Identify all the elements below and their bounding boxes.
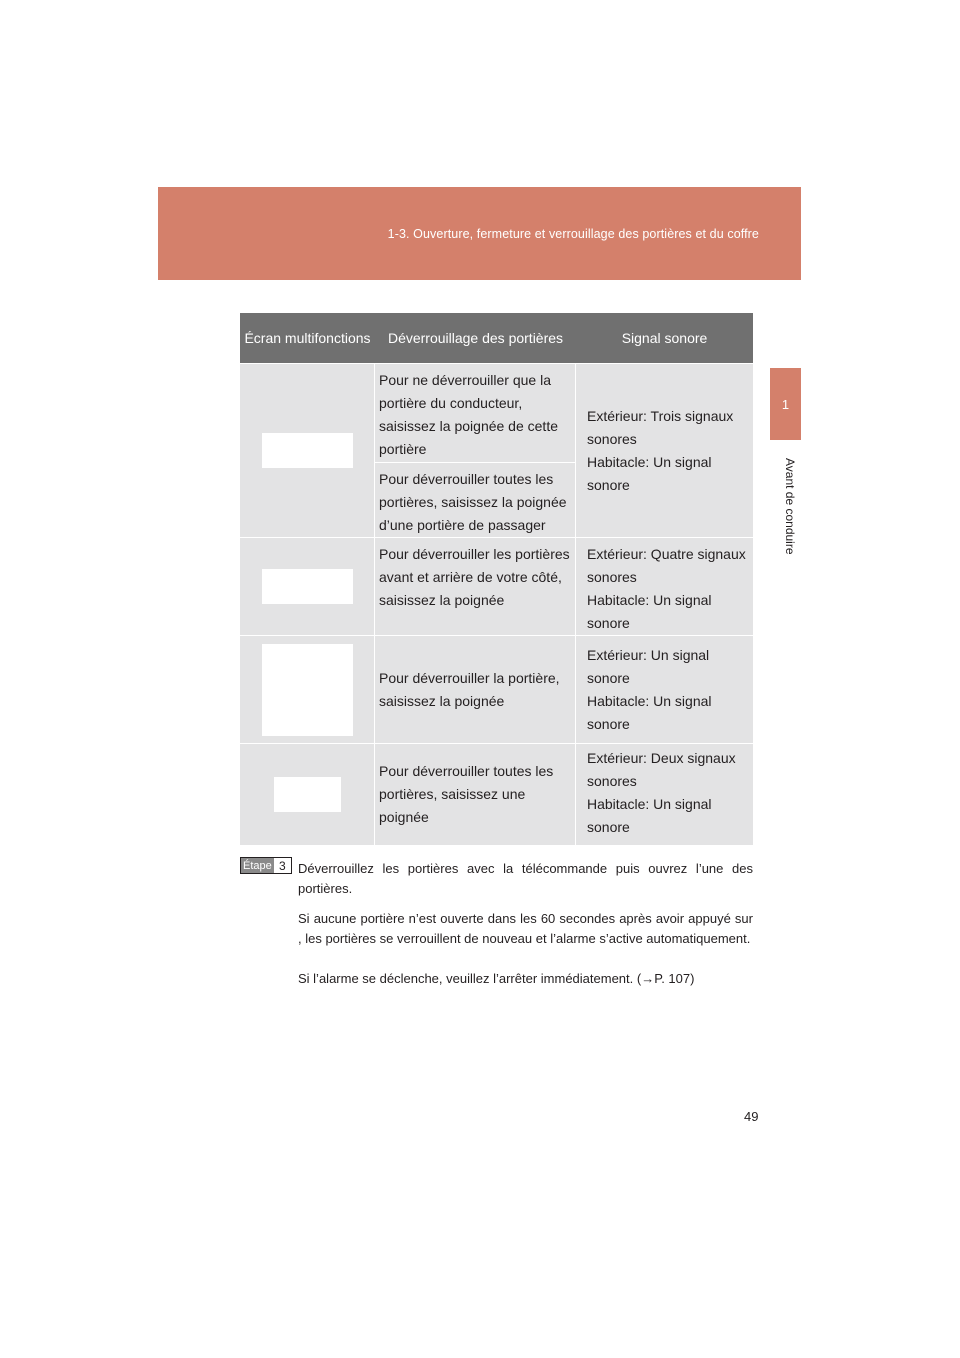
auto-lock-paragraph: Si aucune portière n’est ouverte dans les 60 secondes après avoir appuyé sur , les portières se verrouillent de nouveau et l’alarme s’active automatiquement. bbox=[298, 911, 753, 946]
page-number: 49 bbox=[744, 1109, 759, 1124]
table-row bbox=[240, 743, 753, 845]
display-illustration bbox=[274, 777, 341, 812]
table-row bbox=[240, 363, 753, 537]
table-header bbox=[240, 313, 753, 363]
table-row bbox=[240, 635, 753, 743]
unlock-text: Pour déverrouiller toutes les portières, saisissez la poignée d’une portière de passager bbox=[375, 462, 575, 538]
unlock-text: Pour déverrouiller les portières avant et arrière de votre côté, saisissez la poignée bbox=[375, 538, 576, 635]
display-image-cell bbox=[240, 636, 375, 743]
unlock-text: Pour déverrouiller la portière, saisissez la poignée bbox=[375, 636, 576, 743]
step-number: 3 bbox=[279, 858, 286, 873]
header-screen: Écran multifonctions bbox=[244, 330, 371, 346]
unlock-cell bbox=[375, 364, 576, 537]
unlock-text: Pour déverrouiller toutes les portières, saisissez une poignée bbox=[375, 744, 576, 845]
signal-text: Extérieur: Un signal sonore Habitacle: Un signal sonore bbox=[587, 646, 712, 732]
step-instruction: Déverrouillez les portières avec la télécommande puis ouvrez l’une des portières. bbox=[298, 861, 753, 896]
unlock-text: Pour ne déverrouiller que la portière du conducteur, saisissez la poignée de cette portière bbox=[379, 372, 558, 457]
display-image-cell bbox=[240, 364, 375, 537]
alarm-paragraph: Si l’alarme se déclenche, veuillez l’arrêter immédiatement. (→P. 107) bbox=[298, 971, 695, 986]
display-illustration bbox=[262, 569, 353, 604]
table-row bbox=[240, 537, 753, 635]
chapter-label: Avant de conduire bbox=[783, 457, 797, 555]
display-illustration bbox=[262, 433, 353, 468]
unlock-table bbox=[240, 313, 753, 845]
signal-text: Extérieur: Deux signaux sonores Habitacle: Un signal sonore bbox=[587, 750, 736, 835]
step-marker bbox=[240, 857, 292, 874]
display-image-cell bbox=[240, 538, 375, 635]
signal-text: Extérieur: Trois signaux sonores Habitacle: Un signal sonore bbox=[587, 407, 734, 493]
step-label: Étape bbox=[243, 859, 272, 872]
chapter-tab[interactable]: 1 bbox=[770, 368, 801, 440]
header-unlock: Déverrouillage des portières bbox=[387, 330, 564, 346]
header-band bbox=[158, 187, 801, 280]
signal-text: Extérieur: Quatre signaux sonores Habitacle: Un signal sonore bbox=[587, 546, 746, 631]
header-signal: Signal sonore bbox=[621, 330, 708, 346]
display-image-cell bbox=[240, 744, 375, 845]
display-illustration bbox=[262, 644, 353, 736]
section-title: 1-3. Ouverture, fermeture et verrouillage des portières et du coffre bbox=[387, 227, 759, 241]
